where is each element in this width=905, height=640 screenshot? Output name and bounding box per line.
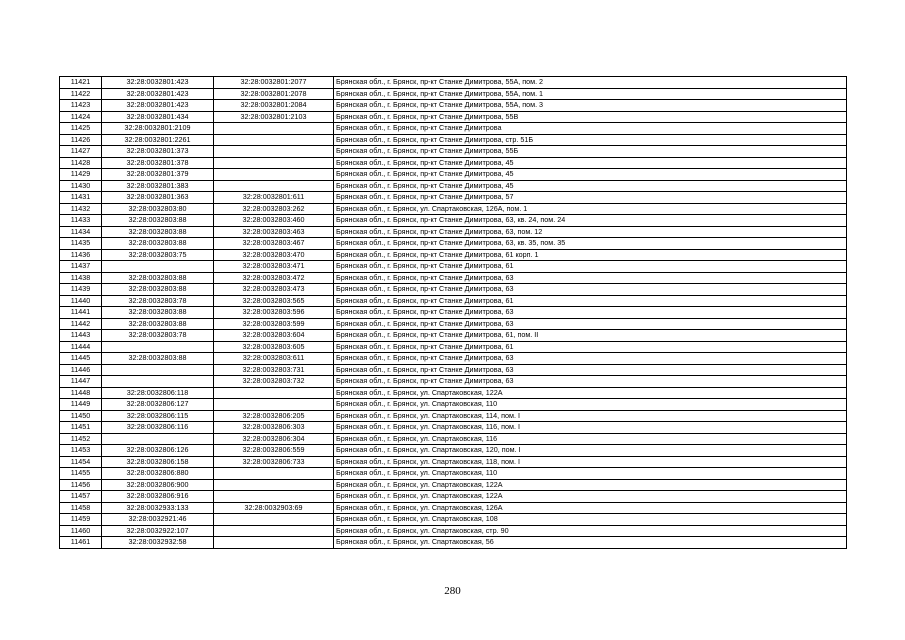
table-row: [60, 514, 847, 526]
land-cadastral-number-cell: 32:28:0032803:88: [102, 284, 214, 296]
land-cadastral-number-cell: 32:28:0032801:434: [102, 111, 214, 123]
land-cadastral-number-cell: 32:28:0032806:118: [102, 387, 214, 399]
table-row: [60, 295, 847, 307]
land-cadastral-number-cell: 32:28:0032803:78: [102, 295, 214, 307]
row-number-cell: 11436: [60, 249, 102, 261]
row-number-cell: 11446: [60, 364, 102, 376]
row-number-cell: 11422: [60, 88, 102, 100]
table-row: [60, 215, 847, 227]
address-cell: Брянская обл., г. Брянск, пр-кт Станке Димитрова, 45: [334, 157, 847, 169]
land-cadastral-number-cell: 32:28:0032801:423: [102, 77, 214, 89]
row-number-cell: 11426: [60, 134, 102, 146]
address-cell: Брянская обл., г. Брянск, ул. Спартаковская, стр. 90: [334, 525, 847, 537]
row-number-cell: 11434: [60, 226, 102, 238]
building-cadastral-number-cell: [214, 537, 334, 549]
row-number-cell: 11421: [60, 77, 102, 89]
land-cadastral-number-cell: 32:28:0032803:88: [102, 238, 214, 250]
address-cell: Брянская обл., г. Брянск, пр-кт Станке Димитрова, 63: [334, 376, 847, 388]
table-row: [60, 284, 847, 296]
row-number-cell: 11455: [60, 468, 102, 480]
building-cadastral-number-cell: [214, 399, 334, 411]
table-row: [60, 169, 847, 181]
row-number-cell: 11450: [60, 410, 102, 422]
row-number-cell: 11453: [60, 445, 102, 457]
building-cadastral-number-cell: 32:28:0032803:467: [214, 238, 334, 250]
building-cadastral-number-cell: 32:28:0032806:733: [214, 456, 334, 468]
table-row: [60, 491, 847, 503]
building-cadastral-number-cell: 32:28:0032903:69: [214, 502, 334, 514]
building-cadastral-number-cell: 32:28:0032803:471: [214, 261, 334, 273]
row-number-cell: 11457: [60, 491, 102, 503]
land-cadastral-number-cell: 32:28:0032921:46: [102, 514, 214, 526]
building-cadastral-number-cell: 32:28:0032801:2084: [214, 100, 334, 112]
table-row: [60, 192, 847, 204]
address-cell: Брянская обл., г. Брянск, пр-кт Станке Димитрова: [334, 123, 847, 135]
address-cell: Брянская обл., г. Брянск, ул. Спартаковская, 114, пом. I: [334, 410, 847, 422]
building-cadastral-number-cell: [214, 468, 334, 480]
row-number-cell: 11452: [60, 433, 102, 445]
table-row: [60, 88, 847, 100]
row-number-cell: 11454: [60, 456, 102, 468]
table-row: [60, 272, 847, 284]
row-number-cell: 11424: [60, 111, 102, 123]
building-cadastral-number-cell: 32:28:0032803:605: [214, 341, 334, 353]
land-cadastral-number-cell: 32:28:0032922:107: [102, 525, 214, 537]
registry-table: [59, 76, 847, 549]
address-cell: Брянская обл., г. Брянск, ул. Спартаковская, 120, пом. I: [334, 445, 847, 457]
land-cadastral-number-cell: 32:28:0032803:88: [102, 353, 214, 365]
row-number-cell: 11461: [60, 537, 102, 549]
address-cell: Брянская обл., г. Брянск, ул. Спартаковская, 118, пом. I: [334, 456, 847, 468]
address-cell: Брянская обл., г. Брянск, пр-кт Станке Димитрова, 63, кв. 35, пом. 35: [334, 238, 847, 250]
land-cadastral-number-cell: 32:28:0032806:158: [102, 456, 214, 468]
address-cell: Брянская обл., г. Брянск, пр-кт Станке Димитрова, 63: [334, 353, 847, 365]
building-cadastral-number-cell: 32:28:0032803:731: [214, 364, 334, 376]
address-cell: Брянская обл., г. Брянск, ул. Спартаковская, 126А, пом. 1: [334, 203, 847, 215]
table-row: [60, 261, 847, 273]
land-cadastral-number-cell: 32:28:0032803:88: [102, 226, 214, 238]
land-cadastral-number-cell: 32:28:0032803:80: [102, 203, 214, 215]
address-cell: Брянская обл., г. Брянск, пр-кт Станке Димитрова, 57: [334, 192, 847, 204]
building-cadastral-number-cell: 32:28:0032803:732: [214, 376, 334, 388]
table-row: [60, 77, 847, 89]
page-number: 280: [444, 585, 461, 597]
address-cell: Брянская обл., г. Брянск, ул. Спартаковская, 110: [334, 399, 847, 411]
table-row: [60, 146, 847, 158]
land-cadastral-number-cell: 32:28:0032803:78: [102, 330, 214, 342]
table-row: [60, 203, 847, 215]
building-cadastral-number-cell: [214, 387, 334, 399]
row-number-cell: 11444: [60, 341, 102, 353]
address-cell: Брянская обл., г. Брянск, пр-кт Станке Димитрова, стр. 51Б: [334, 134, 847, 146]
row-number-cell: 11431: [60, 192, 102, 204]
table-row: [60, 399, 847, 411]
land-cadastral-number-cell: 32:28:0032806:880: [102, 468, 214, 480]
table-row: [60, 502, 847, 514]
building-cadastral-number-cell: 32:28:0032803:599: [214, 318, 334, 330]
table-body: [60, 77, 847, 549]
address-cell: Брянская обл., г. Брянск, пр-кт Станке Димитрова, 61 корп. 1: [334, 249, 847, 261]
address-cell: Брянская обл., г. Брянск, пр-кт Станке Димитрова, 55Б: [334, 146, 847, 158]
building-cadastral-number-cell: [214, 491, 334, 503]
building-cadastral-number-cell: 32:28:0032803:262: [214, 203, 334, 215]
land-cadastral-number-cell: 32:28:0032933:133: [102, 502, 214, 514]
table-row: [60, 387, 847, 399]
building-cadastral-number-cell: [214, 134, 334, 146]
row-number-cell: 11448: [60, 387, 102, 399]
address-cell: Брянская обл., г. Брянск, пр-кт Станке Димитрова, 61: [334, 261, 847, 273]
land-cadastral-number-cell: 32:28:0032801:423: [102, 100, 214, 112]
table-row: [60, 456, 847, 468]
row-number-cell: 11460: [60, 525, 102, 537]
land-cadastral-number-cell: 32:28:0032806:900: [102, 479, 214, 491]
land-cadastral-number-cell: 32:28:0032806:116: [102, 422, 214, 434]
land-cadastral-number-cell: 32:28:0032806:126: [102, 445, 214, 457]
building-cadastral-number-cell: 32:28:0032801:611: [214, 192, 334, 204]
row-number-cell: 11447: [60, 376, 102, 388]
building-cadastral-number-cell: 32:28:0032803:596: [214, 307, 334, 319]
address-cell: Брянская обл., г. Брянск, ул. Спартаковская, 116, пом. I: [334, 422, 847, 434]
building-cadastral-number-cell: 32:28:0032801:2077: [214, 77, 334, 89]
address-cell: Брянская обл., г. Брянск, пр-кт Станке Димитрова, 61: [334, 341, 847, 353]
address-cell: Брянская обл., г. Брянск, пр-кт Станке Димитрова, 63: [334, 284, 847, 296]
table-row: [60, 100, 847, 112]
table-row: [60, 433, 847, 445]
table-row: [60, 364, 847, 376]
row-number-cell: 11427: [60, 146, 102, 158]
table-row: [60, 238, 847, 250]
address-cell: Брянская обл., г. Брянск, ул. Спартаковская, 122А: [334, 387, 847, 399]
address-cell: Брянская обл., г. Брянск, пр-кт Станке Димитрова, 45: [334, 180, 847, 192]
address-cell: Брянская обл., г. Брянск, пр-кт Станке Димитрова, 63: [334, 318, 847, 330]
row-number-cell: 11441: [60, 307, 102, 319]
table-row: [60, 249, 847, 261]
table-row: [60, 226, 847, 238]
building-cadastral-number-cell: 32:28:0032803:611: [214, 353, 334, 365]
land-cadastral-number-cell: 32:28:0032801:363: [102, 192, 214, 204]
address-cell: Брянская обл., г. Брянск, пр-кт Станке Димитрова, 63: [334, 364, 847, 376]
land-cadastral-number-cell: 32:28:0032803:88: [102, 215, 214, 227]
row-number-cell: 11430: [60, 180, 102, 192]
row-number-cell: 11423: [60, 100, 102, 112]
building-cadastral-number-cell: [214, 180, 334, 192]
row-number-cell: 11435: [60, 238, 102, 250]
address-cell: Брянская обл., г. Брянск, ул. Спартаковская, 110: [334, 468, 847, 480]
row-number-cell: 11425: [60, 123, 102, 135]
address-cell: Брянская обл., г. Брянск, пр-кт Станке Димитрова, 55А, пом. 1: [334, 88, 847, 100]
building-cadastral-number-cell: 32:28:0032803:472: [214, 272, 334, 284]
address-cell: Брянская обл., г. Брянск, пр-кт Станке Димитрова, 63: [334, 272, 847, 284]
land-cadastral-number-cell: 32:28:0032803:75: [102, 249, 214, 261]
address-cell: Брянская обл., г. Брянск, пр-кт Станке Димитрова, 63, кв. 24, пом. 24: [334, 215, 847, 227]
table-row: [60, 353, 847, 365]
table-row: [60, 468, 847, 480]
row-number-cell: 11451: [60, 422, 102, 434]
land-cadastral-number-cell: 32:28:0032801:423: [102, 88, 214, 100]
address-cell: Брянская обл., г. Брянск, пр-кт Станке Димитрова, 63: [334, 307, 847, 319]
land-cadastral-number-cell: 32:28:0032801:373: [102, 146, 214, 158]
table-row: [60, 341, 847, 353]
row-number-cell: 11438: [60, 272, 102, 284]
building-cadastral-number-cell: [214, 157, 334, 169]
building-cadastral-number-cell: 32:28:0032803:460: [214, 215, 334, 227]
table-row: [60, 410, 847, 422]
row-number-cell: 11437: [60, 261, 102, 273]
table-row: [60, 330, 847, 342]
land-cadastral-number-cell: [102, 433, 214, 445]
row-number-cell: 11432: [60, 203, 102, 215]
table-row: [60, 376, 847, 388]
table-row: [60, 180, 847, 192]
building-cadastral-number-cell: 32:28:0032806:205: [214, 410, 334, 422]
land-cadastral-number-cell: 32:28:0032801:2109: [102, 123, 214, 135]
land-cadastral-number-cell: 32:28:0032801:378: [102, 157, 214, 169]
row-number-cell: 11442: [60, 318, 102, 330]
building-cadastral-number-cell: 32:28:0032803:470: [214, 249, 334, 261]
address-cell: Брянская обл., г. Брянск, ул. Спартаковская, 122А: [334, 479, 847, 491]
table-row: [60, 445, 847, 457]
land-cadastral-number-cell: 32:28:0032803:88: [102, 307, 214, 319]
address-cell: Брянская обл., г. Брянск, ул. Спартаковская, 56: [334, 537, 847, 549]
land-cadastral-number-cell: 32:28:0032801:2261: [102, 134, 214, 146]
table-row: [60, 123, 847, 135]
land-cadastral-number-cell: 32:28:0032803:88: [102, 272, 214, 284]
address-cell: Брянская обл., г. Брянск, ул. Спартаковская, 122А: [334, 491, 847, 503]
address-cell: Брянская обл., г. Брянск, ул. Спартаковская, 126А: [334, 502, 847, 514]
building-cadastral-number-cell: 32:28:0032803:463: [214, 226, 334, 238]
row-number-cell: 11459: [60, 514, 102, 526]
building-cadastral-number-cell: [214, 146, 334, 158]
land-cadastral-number-cell: [102, 341, 214, 353]
address-cell: Брянская обл., г. Брянск, пр-кт Станке Димитрова, 55В: [334, 111, 847, 123]
land-cadastral-number-cell: 32:28:0032803:88: [102, 318, 214, 330]
address-cell: Брянская обл., г. Брянск, пр-кт Станке Димитрова, 55А, пом. 2: [334, 77, 847, 89]
building-cadastral-number-cell: 32:28:0032803:565: [214, 295, 334, 307]
address-cell: Брянская обл., г. Брянск, пр-кт Станке Димитрова, 63, пом. 12: [334, 226, 847, 238]
building-cadastral-number-cell: [214, 525, 334, 537]
table-row: [60, 157, 847, 169]
table-row: [60, 134, 847, 146]
building-cadastral-number-cell: [214, 479, 334, 491]
table-row: [60, 525, 847, 537]
land-cadastral-number-cell: 32:28:0032801:383: [102, 180, 214, 192]
land-cadastral-number-cell: 32:28:0032806:916: [102, 491, 214, 503]
building-cadastral-number-cell: 32:28:0032806:559: [214, 445, 334, 457]
building-cadastral-number-cell: 32:28:0032803:604: [214, 330, 334, 342]
land-cadastral-number-cell: [102, 364, 214, 376]
building-cadastral-number-cell: [214, 169, 334, 181]
table-row: [60, 537, 847, 549]
row-number-cell: 11458: [60, 502, 102, 514]
address-cell: Брянская обл., г. Брянск, ул. Спартаковская, 108: [334, 514, 847, 526]
row-number-cell: 11433: [60, 215, 102, 227]
address-cell: Брянская обл., г. Брянск, пр-кт Станке Димитрова, 55А, пом. 3: [334, 100, 847, 112]
address-cell: Брянская обл., г. Брянск, ул. Спартаковская, 116: [334, 433, 847, 445]
land-cadastral-number-cell: [102, 376, 214, 388]
table-row: [60, 318, 847, 330]
row-number-cell: 11440: [60, 295, 102, 307]
table-row: [60, 111, 847, 123]
land-cadastral-number-cell: 32:28:0032932:58: [102, 537, 214, 549]
row-number-cell: 11443: [60, 330, 102, 342]
row-number-cell: 11449: [60, 399, 102, 411]
table-row: [60, 422, 847, 434]
land-cadastral-number-cell: 32:28:0032801:379: [102, 169, 214, 181]
building-cadastral-number-cell: [214, 514, 334, 526]
address-cell: Брянская обл., г. Брянск, пр-кт Станке Димитрова, 45: [334, 169, 847, 181]
land-cadastral-number-cell: [102, 261, 214, 273]
building-cadastral-number-cell: 32:28:0032803:473: [214, 284, 334, 296]
row-number-cell: 11445: [60, 353, 102, 365]
land-cadastral-number-cell: 32:28:0032806:127: [102, 399, 214, 411]
table-row: [60, 307, 847, 319]
land-cadastral-number-cell: 32:28:0032806:115: [102, 410, 214, 422]
table-row: [60, 479, 847, 491]
building-cadastral-number-cell: 32:28:0032806:304: [214, 433, 334, 445]
row-number-cell: 11428: [60, 157, 102, 169]
row-number-cell: 11456: [60, 479, 102, 491]
building-cadastral-number-cell: 32:28:0032806:303: [214, 422, 334, 434]
address-cell: Брянская обл., г. Брянск, пр-кт Станке Димитрова, 61: [334, 295, 847, 307]
row-number-cell: 11439: [60, 284, 102, 296]
building-cadastral-number-cell: [214, 123, 334, 135]
row-number-cell: 11429: [60, 169, 102, 181]
address-cell: Брянская обл., г. Брянск, пр-кт Станке Димитрова, 61, пом. II: [334, 330, 847, 342]
building-cadastral-number-cell: 32:28:0032801:2078: [214, 88, 334, 100]
building-cadastral-number-cell: 32:28:0032801:2103: [214, 111, 334, 123]
